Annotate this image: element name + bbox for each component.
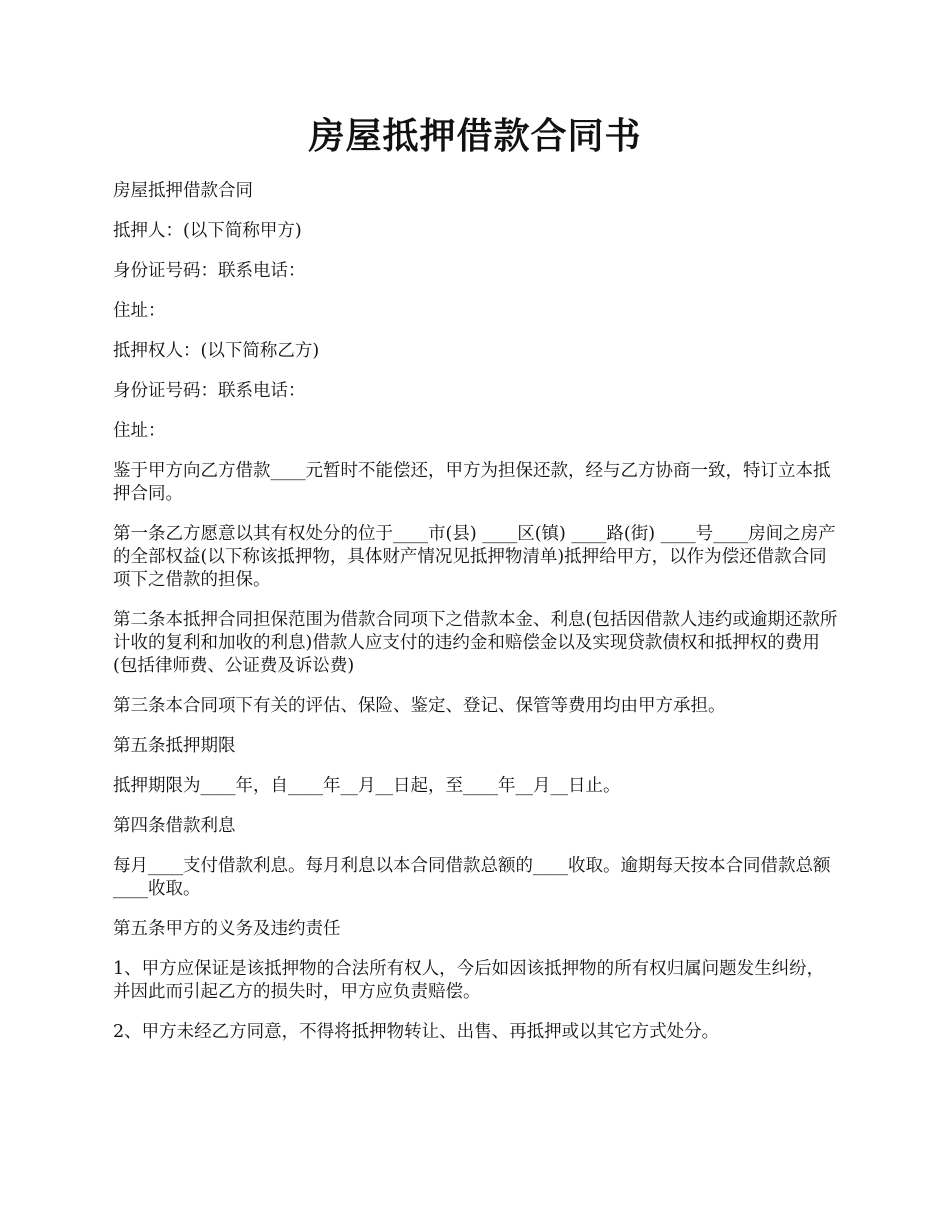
- paragraph-heading: 房屋抵押借款合同: [113, 181, 253, 201]
- paragraph-preamble: 鉴于甲方向乙方借款____元暂时不能偿还，甲方为担保还款，经与乙方协商一致，特订立本抵押合同。: [113, 461, 831, 504]
- document-body: [113, 180, 840, 1061]
- paragraph-obligation-1: 1、甲方应保证是该抵押物的合法所有权人，今后如因该抵押物的所有权归属问题发生纠纷，并因此而引起乙方的损失时，甲方应负责赔偿。: [113, 959, 825, 1002]
- paragraph-mortgagee-address: 住址：: [113, 421, 166, 441]
- paragraph-mortgagee: 抵押权人：(以下简称乙方): [113, 341, 320, 361]
- paragraph-mortgagor-id: 身份证号码：联系电话：: [113, 261, 306, 281]
- paragraph-article-2: 第二条本抵押合同担保范围为借款合同项下之借款本金、利息(包括因借款人违约或逾期还款所计收的复利和加收的利息)借款人应支付的违约金和赔偿金以及实现贷款债权和抵押权的费用(包括律师费、公证费及诉讼费): [113, 610, 838, 676]
- paragraph-obligations-heading: 第五条甲方的义务及违约责任: [113, 919, 341, 939]
- paragraph-article-1: 第一条乙方愿意以其有权处分的位于____市(县) ____区(镇) ____路(街) ____号____房间之房产的全部权益(以下称该抵押物，具体财产情况见抵押物清单)抵押给甲方，以作为偿还借款合同项下之借款的担保。: [113, 524, 836, 590]
- paragraph-article-3: 第三条本合同项下有关的评估、保险、鉴定、登记、保管等费用均由甲方承担。: [113, 696, 726, 716]
- paragraph-mortgagee-id: 身份证号码：联系电话：: [113, 381, 306, 401]
- paragraph-term-heading: 第五条抵押期限: [113, 736, 236, 756]
- paragraph-mortgagor: 抵押人：(以下简称甲方): [113, 221, 302, 241]
- paragraph-interest-heading: 第四条借款利息: [113, 816, 236, 836]
- paragraph-term: 抵押期限为____年，自____年__月__日起，至____年__月__日止。: [113, 776, 621, 796]
- paragraph-interest: 每月____支付借款利息。每月利息以本合同借款总额的____收取。逾期每天按本合同借款总额____收取。: [113, 856, 831, 899]
- document-title: 房屋抵押借款合同书: [308, 115, 642, 157]
- paragraph-obligation-2: 2、甲方未经乙方同意，不得将抵押物转让、出售、再抵押或以其它方式处分。: [113, 1022, 720, 1042]
- paragraph-mortgagor-address: 住址：: [113, 301, 166, 321]
